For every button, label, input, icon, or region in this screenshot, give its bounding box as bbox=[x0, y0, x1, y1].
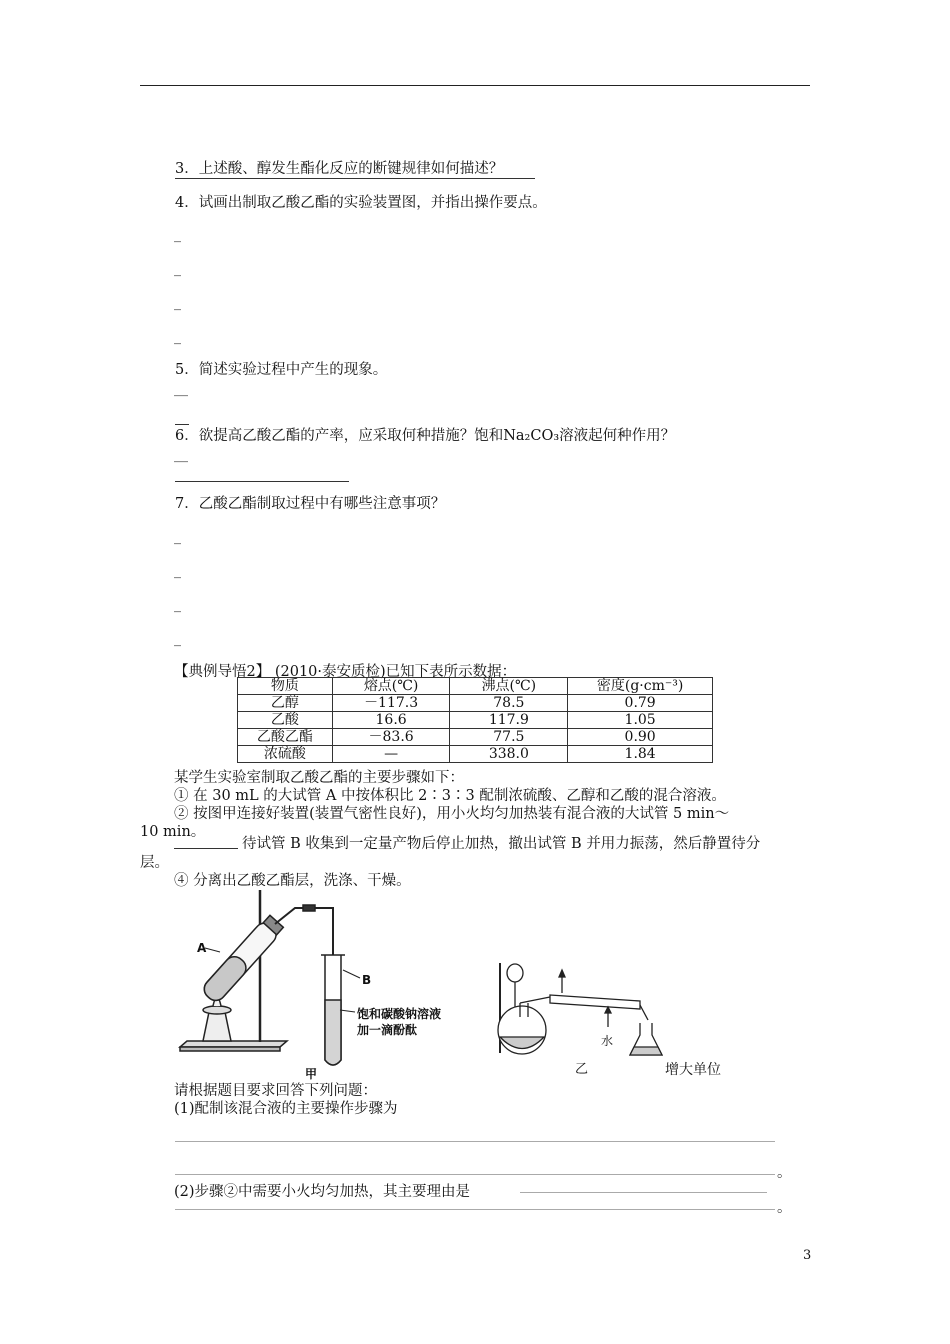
header-rule bbox=[140, 85, 810, 86]
table-cell: 乙醇 bbox=[238, 695, 333, 712]
answer-blank: __ bbox=[174, 381, 188, 397]
answer-line-q3 bbox=[175, 178, 535, 179]
answer-blank: _ bbox=[174, 261, 181, 277]
example-header: 【典例导悟2】 (2010·泰安质检)已知下表所示数据： bbox=[174, 664, 517, 680]
period-mark: 。 bbox=[777, 1200, 792, 1216]
table-row bbox=[238, 746, 713, 763]
question-part-1: (1)配制该混合液的主要操作步骤为 bbox=[174, 1101, 398, 1117]
apparatus-figure-yi bbox=[490, 955, 690, 1080]
table-cell: 78.5 bbox=[450, 695, 568, 712]
step-2-cont: 10 min。 bbox=[140, 824, 206, 840]
table-row bbox=[238, 729, 713, 746]
table-header-row bbox=[238, 678, 713, 695]
answer-blank: _ bbox=[174, 597, 181, 613]
question-7: 7．乙酸乙酯制取过程中有哪些注意事项？ bbox=[175, 496, 446, 512]
table-cell: 1.84 bbox=[568, 746, 713, 763]
table-cell: — bbox=[332, 746, 450, 763]
table-cell: 16.6 bbox=[332, 712, 450, 729]
table-row bbox=[238, 695, 713, 712]
table-cell: 338.0 bbox=[450, 746, 568, 763]
question-3: 3．上述酸、醇发生酯化反应的断键规律如何描述？ bbox=[175, 161, 504, 177]
answer-line bbox=[520, 1192, 767, 1193]
test-tube-a bbox=[200, 914, 285, 1005]
steps-intro: 某学生实验室制取乙酸乙酯的主要步骤如下： bbox=[174, 770, 464, 786]
alcohol-lamp bbox=[203, 1012, 231, 1041]
answer-blank: _ bbox=[174, 631, 181, 647]
note-phenolphthalein: 加一滴酚酞 bbox=[357, 1023, 418, 1037]
step-3-cont: 层。 bbox=[140, 855, 169, 871]
answer-line-q6 bbox=[175, 481, 349, 482]
table-cell: 117.9 bbox=[450, 712, 568, 729]
answer-blank: _ bbox=[174, 529, 181, 545]
scale-note: 增大单位 bbox=[665, 1062, 721, 1078]
table-cell: 0.90 bbox=[568, 729, 713, 746]
question-4: 4．试画出制取乙酸乙酯的实验装置图，并指出操作要点。 bbox=[175, 195, 547, 211]
step-1: ① 在 30 mL 的大试管 A 中按体积比 2∶3∶3 配制浓硫酸、乙醇和乙酸的混合溶液。 bbox=[174, 788, 726, 804]
properties-table bbox=[237, 677, 713, 763]
table-row bbox=[238, 712, 713, 729]
period-mark: 。 bbox=[777, 1165, 792, 1181]
step-3: 待试管 B 收集到一定量产物后停止加热，撤出试管 B 并用力振荡，然后静置待分 bbox=[242, 836, 761, 852]
apparatus-figure-jia bbox=[175, 880, 475, 1080]
answer-blank: _ bbox=[174, 563, 181, 579]
table-header-cell: 密度(g·cm⁻³) bbox=[568, 678, 713, 695]
table-header-cell: 熔点(℃) bbox=[332, 678, 450, 695]
table-cell: 乙酸乙酯 bbox=[238, 729, 333, 746]
question-part-2: (2)步骤②中需要小火均匀加热，其主要理由是 bbox=[174, 1184, 471, 1200]
label-b: B bbox=[362, 973, 372, 987]
answer-line bbox=[175, 1174, 775, 1175]
question-5: 5．简述实验过程中产生的现象。 bbox=[175, 362, 388, 378]
table-cell: 0.79 bbox=[568, 695, 713, 712]
label-a: A bbox=[197, 941, 207, 955]
dropping-funnel bbox=[507, 964, 523, 982]
answer-blank: _ bbox=[174, 295, 181, 311]
table-cell: －83.6 bbox=[332, 729, 450, 746]
questions-intro: 请根据题目要求回答下列问题： bbox=[174, 1083, 377, 1099]
answer-line bbox=[175, 1209, 775, 1210]
figure-label-yi: 乙 bbox=[575, 1062, 589, 1077]
page-number: 3 bbox=[803, 1248, 812, 1263]
answer-line bbox=[175, 1141, 775, 1142]
condenser bbox=[550, 995, 640, 1009]
table-cell: 浓硫酸 bbox=[238, 746, 333, 763]
answer-blank: _ bbox=[174, 227, 181, 243]
label-water: 水 bbox=[601, 1034, 614, 1048]
figure-label-jia: 甲 bbox=[305, 1067, 318, 1080]
answer-blank: __ bbox=[174, 447, 188, 463]
step-3-blank bbox=[174, 848, 238, 849]
stand-base bbox=[180, 1041, 287, 1047]
table-header-cell: 物质 bbox=[238, 678, 333, 695]
answer-blank: _ bbox=[174, 329, 181, 345]
step-4: ④ 分离出乙酸乙酯层，洗涤、干燥。 bbox=[174, 873, 411, 889]
table-cell: －117.3 bbox=[332, 695, 450, 712]
table-header-cell: 沸点(℃) bbox=[450, 678, 568, 695]
note-sodium-carbonate: 饱和碳酸钠溶液 bbox=[357, 1007, 442, 1021]
table-cell: 77.5 bbox=[450, 729, 568, 746]
table-cell: 1.05 bbox=[568, 712, 713, 729]
question-6: 6．欲提高乙酸乙酯的产率，应采取何种措施？饱和Na₂CO₃溶液起何种作用？ bbox=[175, 428, 676, 444]
table-cell: 乙酸 bbox=[238, 712, 333, 729]
step-2: ② 按图甲连接好装置(装置气密性良好)，用小火均匀加热装有混合液的大试管 5 min～ bbox=[174, 806, 730, 822]
